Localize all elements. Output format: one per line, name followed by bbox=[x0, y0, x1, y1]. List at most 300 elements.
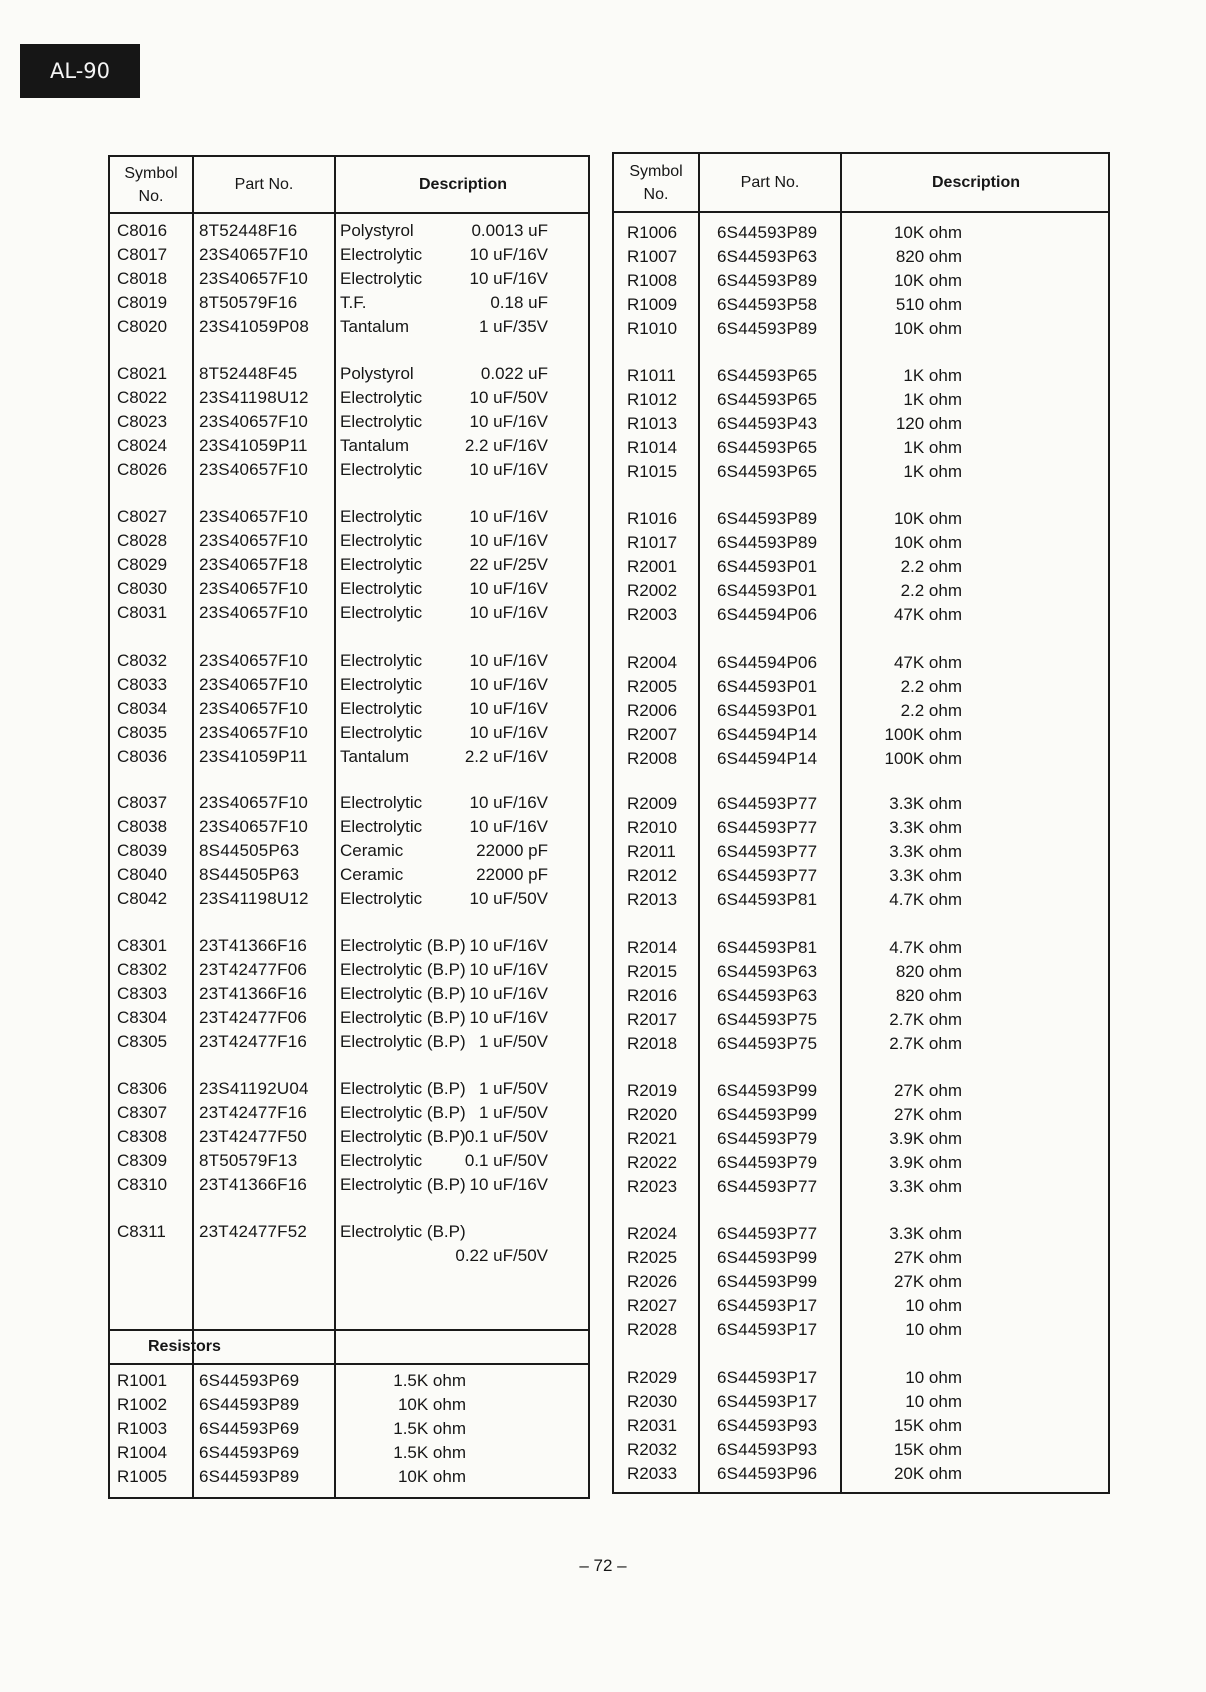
description-type-cell: Tantalum bbox=[340, 747, 409, 766]
symbol-cell: R2019 bbox=[627, 1081, 678, 1100]
description-value-cell: 820 ohm bbox=[895, 247, 962, 266]
symbol-cell: R2003 bbox=[627, 605, 678, 624]
part-number-cell: 6S44593P77 bbox=[717, 1224, 818, 1243]
symbol-cell: R2008 bbox=[627, 749, 678, 768]
symbol-cell: R2017 bbox=[627, 1010, 678, 1029]
part-number-cell: 6S44593P81 bbox=[717, 938, 818, 957]
description-value-cell: 0.0013 uF bbox=[471, 221, 548, 240]
symbol-cell: R2012 bbox=[627, 866, 678, 885]
description-value-cell: 120 ohm bbox=[895, 414, 962, 433]
description-value-cell: 0.22 uF/50V bbox=[455, 1246, 548, 1265]
part-number-cell: 6S44593P17 bbox=[717, 1368, 818, 1387]
part-number-cell: 23S40657F10 bbox=[199, 723, 309, 742]
part-number-cell: 6S44593P63 bbox=[717, 986, 818, 1005]
symbol-cell: R2020 bbox=[627, 1105, 678, 1124]
symbol-cell: C8018 bbox=[117, 269, 168, 288]
column-divider bbox=[840, 154, 842, 1492]
symbol-cell: C8308 bbox=[117, 1127, 168, 1146]
symbol-cell: R2006 bbox=[627, 701, 678, 720]
description-value-cell: 10 uF/16V bbox=[469, 817, 548, 836]
description-type-cell: Electrolytic (B.P) bbox=[340, 936, 466, 955]
description-value-cell: 10 ohm bbox=[905, 1368, 962, 1387]
symbol-cell: C8303 bbox=[117, 984, 168, 1003]
description-value-cell: 3.9K ohm bbox=[889, 1129, 962, 1148]
description-value-cell: 100K ohm bbox=[884, 725, 962, 744]
part-number-cell: 6S44594P14 bbox=[717, 725, 818, 744]
description-type-cell: Electrolytic bbox=[340, 412, 423, 431]
symbol-cell: R1011 bbox=[627, 366, 676, 385]
symbol-cell: C8309 bbox=[117, 1151, 168, 1170]
description-value-cell: 2.7K ohm bbox=[889, 1010, 962, 1029]
part-number-cell: 23S41059P11 bbox=[199, 747, 308, 766]
part-number-cell: 23S40657F10 bbox=[199, 245, 309, 264]
part-number-cell: 6S44593P43 bbox=[717, 414, 818, 433]
description-value-cell: 3.9K ohm bbox=[889, 1153, 962, 1172]
description-value-cell: 10 uF/16V bbox=[469, 936, 548, 955]
description-value-cell: 10K ohm bbox=[893, 223, 962, 242]
description-value-cell: 10K ohm bbox=[397, 1467, 466, 1486]
part-number-cell: 6S44593P93 bbox=[717, 1440, 818, 1459]
symbol-cell: R2007 bbox=[627, 725, 678, 744]
part-number-cell: 6S44593P01 bbox=[717, 677, 818, 696]
symbol-cell: C8310 bbox=[117, 1175, 168, 1194]
symbol-cell: C8040 bbox=[117, 865, 168, 884]
symbol-cell: R2013 bbox=[627, 890, 678, 909]
description-value-cell: 20K ohm bbox=[893, 1464, 962, 1483]
symbol-cell: R2028 bbox=[627, 1320, 678, 1339]
description-value-cell: 820 ohm bbox=[895, 986, 962, 1005]
part-number-cell: 23S41059P08 bbox=[199, 317, 309, 336]
column-divider bbox=[334, 157, 336, 1497]
description-value-cell: 27K ohm bbox=[893, 1248, 962, 1267]
symbol-cell: C8304 bbox=[117, 1008, 168, 1027]
part-number-cell: 8T52448F45 bbox=[199, 364, 298, 383]
description-value-cell: 0.18 uF bbox=[490, 293, 548, 312]
part-number-cell: 6S44593P69 bbox=[199, 1371, 300, 1390]
description-value-cell: 10 uF/16V bbox=[469, 507, 548, 526]
symbol-cell: C8311 bbox=[117, 1222, 166, 1241]
description-value-cell: 510 ohm bbox=[895, 295, 962, 314]
part-number-cell: 23T41366F16 bbox=[199, 936, 308, 955]
description-type-cell: Tantalum bbox=[340, 436, 409, 455]
symbol-cell: C8027 bbox=[117, 507, 168, 526]
symbol-cell: R2022 bbox=[627, 1153, 678, 1172]
header-symbol: Symbol No. bbox=[124, 164, 178, 205]
part-number-cell: 6S44593P77 bbox=[717, 842, 818, 861]
part-number-cell: 6S44593P93 bbox=[717, 1416, 818, 1435]
part-number-cell: 6S44593P89 bbox=[717, 271, 818, 290]
part-number-cell: 23S40657F10 bbox=[199, 531, 309, 550]
symbol-cell: R2015 bbox=[627, 962, 678, 981]
symbol-cell: R2004 bbox=[627, 653, 678, 672]
description-value-cell: 22000 pF bbox=[476, 841, 548, 860]
description-type-cell: Polystyrol bbox=[340, 221, 414, 240]
symbol-cell: C8030 bbox=[117, 579, 168, 598]
description-value-cell: 10 uF/16V bbox=[469, 1008, 548, 1027]
description-value-cell: 1 uF/35V bbox=[479, 317, 548, 336]
description-type-cell: Electrolytic bbox=[340, 388, 423, 407]
description-value-cell: 1 uF/50V bbox=[479, 1103, 548, 1122]
part-number-cell: 23S41198U12 bbox=[199, 889, 309, 908]
description-value-cell: 10K ohm bbox=[893, 319, 962, 338]
header-symbol: Symbol No. bbox=[629, 162, 683, 203]
description-type-cell: Electrolytic bbox=[340, 699, 423, 718]
symbol-cell: C8305 bbox=[117, 1032, 168, 1051]
description-value-cell: 1.5K ohm bbox=[393, 1371, 466, 1390]
symbol-cell: R2031 bbox=[627, 1416, 678, 1435]
description-value-cell: 4.7K ohm bbox=[889, 890, 962, 909]
description-value-cell: 100K ohm bbox=[884, 749, 962, 768]
part-number-cell: 23S40657F18 bbox=[199, 555, 309, 574]
symbol-cell: R1009 bbox=[627, 295, 678, 314]
symbol-cell: R2018 bbox=[627, 1034, 678, 1053]
description-value-cell: 10K ohm bbox=[397, 1395, 466, 1414]
symbol-cell: R2009 bbox=[627, 794, 678, 813]
part-number-cell: 6S44593P69 bbox=[199, 1419, 300, 1438]
symbol-cell: C8016 bbox=[117, 221, 168, 240]
description-value-cell: 1K ohm bbox=[903, 390, 962, 409]
description-value-cell: 4.7K ohm bbox=[889, 938, 962, 957]
header-divider bbox=[110, 212, 588, 214]
description-value-cell: 27K ohm bbox=[893, 1105, 962, 1124]
description-value-cell: 2.2 ohm bbox=[900, 677, 962, 696]
description-value-cell: 10 uF/16V bbox=[469, 984, 548, 1003]
symbol-cell: R1015 bbox=[627, 462, 678, 481]
description-value-cell: 10 ohm bbox=[905, 1320, 962, 1339]
part-number-cell: 6S44594P06 bbox=[717, 605, 818, 624]
part-number-cell: 23S40657F10 bbox=[199, 675, 309, 694]
part-number-cell: 23T42477F50 bbox=[199, 1127, 308, 1146]
part-number-cell: 23S40657F10 bbox=[199, 412, 309, 431]
header-divider bbox=[614, 211, 1108, 213]
symbol-cell: R1002 bbox=[117, 1395, 168, 1414]
description-value-cell: 1 uF/50V bbox=[479, 1032, 548, 1051]
description-value-cell: 3.3K ohm bbox=[889, 1224, 962, 1243]
part-number-cell: 6S44593P89 bbox=[717, 533, 818, 552]
symbol-cell: R2010 bbox=[627, 818, 678, 837]
symbol-cell: C8029 bbox=[117, 555, 168, 574]
part-number-cell: 6S44593P75 bbox=[717, 1034, 818, 1053]
description-value-cell: 10K ohm bbox=[893, 271, 962, 290]
description-value-cell: 1.5K ohm bbox=[393, 1419, 466, 1438]
part-number-cell: 8T50579F16 bbox=[199, 293, 298, 312]
right-parts-table bbox=[612, 152, 1110, 1494]
symbol-cell: R2016 bbox=[627, 986, 678, 1005]
symbol-cell: R2030 bbox=[627, 1392, 678, 1411]
part-number-cell: 6S44593P58 bbox=[717, 295, 818, 314]
description-type-cell: Electrolytic bbox=[340, 723, 423, 742]
part-number-cell: 6S44593P65 bbox=[717, 438, 818, 457]
description-value-cell: 2.2 ohm bbox=[900, 701, 962, 720]
description-value-cell: 2.2 ohm bbox=[900, 557, 962, 576]
part-number-cell: 6S44593P63 bbox=[717, 962, 818, 981]
part-number-cell: 6S44593P63 bbox=[717, 247, 818, 266]
part-number-cell: 23S41198U12 bbox=[199, 388, 309, 407]
symbol-cell: R1007 bbox=[627, 247, 678, 266]
symbol-cell: C8021 bbox=[117, 364, 168, 383]
symbol-cell: C8017 bbox=[117, 245, 168, 264]
symbol-cell: R2024 bbox=[627, 1224, 678, 1243]
description-type-cell: Electrolytic bbox=[340, 675, 423, 694]
description-type-cell: Electrolytic bbox=[340, 579, 423, 598]
symbol-cell: C8038 bbox=[117, 817, 168, 836]
symbol-cell: R2029 bbox=[627, 1368, 678, 1387]
part-number-cell: 23S40657F10 bbox=[199, 793, 309, 812]
description-type-cell: Electrolytic (B.P) bbox=[340, 1008, 466, 1027]
description-type-cell: Electrolytic (B.P) bbox=[340, 984, 466, 1003]
symbol-cell: C8026 bbox=[117, 460, 168, 479]
header-part-no: Part No. bbox=[234, 176, 294, 193]
part-number-cell: 23S40657F10 bbox=[199, 460, 309, 479]
description-value-cell: 15K ohm bbox=[893, 1416, 962, 1435]
symbol-cell: R2025 bbox=[627, 1248, 678, 1267]
description-value-cell: 27K ohm bbox=[893, 1272, 962, 1291]
description-value-cell: 1.5K ohm bbox=[393, 1443, 466, 1462]
description-type-cell: Electrolytic bbox=[340, 245, 423, 264]
part-number-cell: 6S44593P77 bbox=[717, 1177, 818, 1196]
part-number-cell: 6S44593P81 bbox=[717, 890, 818, 909]
description-value-cell: 10 uF/16V bbox=[469, 699, 548, 718]
description-type-cell: Electrolytic bbox=[340, 269, 423, 288]
part-number-cell: 6S44593P99 bbox=[717, 1248, 818, 1267]
symbol-cell: R1008 bbox=[627, 271, 678, 290]
description-value-cell: 22 uF/25V bbox=[469, 555, 548, 574]
header-part-no: Part No. bbox=[740, 174, 800, 191]
description-value-cell: 10 uF/16V bbox=[469, 675, 548, 694]
symbol-cell: R2005 bbox=[627, 677, 678, 696]
part-number-cell: 23T42477F06 bbox=[199, 960, 308, 979]
part-number-cell: 23S40657F10 bbox=[199, 651, 309, 670]
symbol-cell: C8039 bbox=[117, 841, 168, 860]
part-number-cell: 23S40657F10 bbox=[199, 579, 309, 598]
part-number-cell: 23T42477F16 bbox=[199, 1103, 308, 1122]
section-title-resistors: Resistors bbox=[148, 1338, 221, 1355]
part-number-cell: 23S41192U04 bbox=[199, 1079, 309, 1098]
description-value-cell: 1K ohm bbox=[903, 366, 962, 385]
description-type-cell: Electrolytic (B.P) bbox=[340, 1032, 466, 1051]
part-number-cell: 6S44593P89 bbox=[199, 1395, 300, 1414]
description-type-cell: Electrolytic bbox=[340, 507, 423, 526]
left-parts-table bbox=[108, 155, 590, 1499]
part-number-cell: 6S44593P01 bbox=[717, 701, 818, 720]
description-value-cell: 2.7K ohm bbox=[889, 1034, 962, 1053]
description-type-cell: Electrolytic bbox=[340, 1151, 423, 1170]
description-value-cell: 10K ohm bbox=[893, 509, 962, 528]
description-value-cell: 1 uF/50V bbox=[479, 1079, 548, 1098]
symbol-cell: C8306 bbox=[117, 1079, 168, 1098]
description-type-cell: Electrolytic (B.P) bbox=[340, 960, 466, 979]
header-description: Description bbox=[418, 176, 507, 193]
part-number-cell: 23S40657F10 bbox=[199, 603, 309, 622]
symbol-cell: R2032 bbox=[627, 1440, 678, 1459]
description-type-cell: Electrolytic (B.P) bbox=[340, 1222, 466, 1241]
description-value-cell: 3.3K ohm bbox=[889, 818, 962, 837]
symbol-cell: R1016 bbox=[627, 509, 678, 528]
symbol-cell: R2027 bbox=[627, 1296, 678, 1315]
part-number-cell: 6S44593P75 bbox=[717, 1010, 818, 1029]
part-number-cell: 6S44593P77 bbox=[717, 818, 818, 837]
symbol-cell: C8302 bbox=[117, 960, 168, 979]
page-number: – 72 – bbox=[579, 1556, 627, 1575]
part-number-cell: 6S44593P79 bbox=[717, 1153, 818, 1172]
part-number-cell: 6S44593P89 bbox=[199, 1467, 300, 1486]
symbol-cell: C8036 bbox=[117, 747, 168, 766]
symbol-cell: C8020 bbox=[117, 317, 168, 336]
part-number-cell: 8T50579F13 bbox=[199, 1151, 298, 1170]
description-value-cell: 10 uF/16V bbox=[469, 531, 548, 550]
description-value-cell: 10 uF/16V bbox=[469, 793, 548, 812]
part-number-cell: 23T41366F16 bbox=[199, 984, 308, 1003]
part-number-cell: 8S44505P63 bbox=[199, 841, 300, 860]
symbol-cell: C8301 bbox=[117, 936, 168, 955]
description-type-cell: Ceramic bbox=[340, 865, 404, 884]
symbol-cell: R1012 bbox=[627, 390, 678, 409]
part-number-cell: 6S44593P01 bbox=[717, 557, 818, 576]
symbol-cell: R1010 bbox=[627, 319, 678, 338]
description-value-cell: 0.1 uF/50V bbox=[464, 1127, 548, 1146]
description-value-cell: 2.2 ohm bbox=[900, 581, 962, 600]
description-value-cell: 10 ohm bbox=[905, 1296, 962, 1315]
description-value-cell: 10 uF/50V bbox=[469, 889, 548, 908]
description-value-cell: 10 uF/16V bbox=[469, 960, 548, 979]
description-type-cell: Electrolytic (B.P) bbox=[340, 1127, 466, 1146]
description-type-cell: Tantalum bbox=[340, 317, 409, 336]
part-number-cell: 6S44593P65 bbox=[717, 390, 818, 409]
part-number-cell: 6S44593P17 bbox=[717, 1392, 818, 1411]
description-type-cell: Electrolytic bbox=[340, 651, 423, 670]
symbol-cell: C8037 bbox=[117, 793, 168, 812]
description-type-cell: Electrolytic bbox=[340, 793, 423, 812]
description-type-cell: Electrolytic bbox=[340, 603, 423, 622]
part-number-cell: 6S44593P89 bbox=[717, 319, 818, 338]
symbol-cell: R1014 bbox=[627, 438, 678, 457]
description-value-cell: 10 uF/16V bbox=[469, 579, 548, 598]
part-number-cell: 6S44593P99 bbox=[717, 1081, 818, 1100]
description-value-cell: 0.022 uF bbox=[480, 364, 548, 383]
description-type-cell: Polystyrol bbox=[340, 364, 414, 383]
part-number-cell: 6S44593P89 bbox=[717, 509, 818, 528]
part-number-cell: 23S41059P11 bbox=[199, 436, 308, 455]
header-description: Description bbox=[931, 174, 1020, 191]
part-number-cell: 6S44593P69 bbox=[199, 1443, 300, 1462]
description-value-cell: 47K ohm bbox=[893, 605, 962, 624]
part-number-cell: 6S44593P65 bbox=[717, 462, 818, 481]
part-number-cell: 23S40657F10 bbox=[199, 817, 309, 836]
symbol-cell: C8035 bbox=[117, 723, 168, 742]
column-divider bbox=[192, 157, 194, 1497]
description-value-cell: 10 uF/16V bbox=[469, 245, 548, 264]
part-number-cell: 6S44593P17 bbox=[717, 1296, 818, 1315]
symbol-cell: C8032 bbox=[117, 651, 168, 670]
part-number-cell: 6S44593P01 bbox=[717, 581, 818, 600]
description-value-cell: 1K ohm bbox=[903, 438, 962, 457]
description-type-cell: Electrolytic (B.P) bbox=[340, 1103, 466, 1122]
description-type-cell: Electrolytic bbox=[340, 460, 423, 479]
symbol-cell: R2002 bbox=[627, 581, 678, 600]
symbol-cell: C8024 bbox=[117, 436, 168, 455]
symbol-cell: C8307 bbox=[117, 1103, 168, 1122]
description-value-cell: 10 uF/16V bbox=[469, 269, 548, 288]
part-number-cell: 6S44593P99 bbox=[717, 1272, 818, 1291]
description-value-cell: 10 uF/16V bbox=[469, 603, 548, 622]
description-value-cell: 15K ohm bbox=[893, 1440, 962, 1459]
part-number-cell: 23T42477F52 bbox=[199, 1222, 308, 1241]
symbol-cell: C8033 bbox=[117, 675, 168, 694]
part-number-cell: 8S44505P63 bbox=[199, 865, 300, 884]
description-type-cell: Electrolytic bbox=[340, 889, 423, 908]
symbol-cell: R1004 bbox=[117, 1443, 168, 1462]
symbol-cell: R2033 bbox=[627, 1464, 678, 1483]
description-value-cell: 3.3K ohm bbox=[889, 794, 962, 813]
description-value-cell: 820 ohm bbox=[895, 962, 962, 981]
description-type-cell: Electrolytic bbox=[340, 555, 423, 574]
part-number-cell: 6S44594P14 bbox=[717, 749, 818, 768]
symbol-cell: C8042 bbox=[117, 889, 168, 908]
symbol-cell: C8022 bbox=[117, 388, 168, 407]
part-number-cell: 6S44593P17 bbox=[717, 1320, 818, 1339]
description-value-cell: 10 uF/50V bbox=[469, 388, 548, 407]
description-value-cell: 27K ohm bbox=[893, 1081, 962, 1100]
section-divider bbox=[110, 1363, 588, 1365]
description-value-cell: 1K ohm bbox=[903, 462, 962, 481]
description-value-cell: 10 uF/16V bbox=[469, 460, 548, 479]
description-type-cell: T.F. bbox=[340, 293, 367, 312]
description-value-cell: 0.1 uF/50V bbox=[464, 1151, 548, 1170]
part-number-cell: 6S44593P65 bbox=[717, 366, 818, 385]
part-number-cell: 23S40657F10 bbox=[199, 699, 309, 718]
symbol-cell: R2014 bbox=[627, 938, 678, 957]
description-type-cell: Electrolytic (B.P) bbox=[340, 1079, 466, 1098]
section-divider bbox=[110, 1329, 588, 1331]
symbol-cell: C8023 bbox=[117, 412, 168, 431]
description-value-cell: 22000 pF bbox=[476, 865, 548, 884]
symbol-cell: R1005 bbox=[117, 1467, 168, 1486]
part-number-cell: 6S44593P77 bbox=[717, 866, 818, 885]
part-number-cell: 23T42477F06 bbox=[199, 1008, 308, 1027]
description-type-cell: Electrolytic (B.P) bbox=[340, 1175, 466, 1194]
description-type-cell: Ceramic bbox=[340, 841, 404, 860]
description-type-cell: Electrolytic bbox=[340, 531, 423, 550]
description-value-cell: 47K ohm bbox=[893, 653, 962, 672]
part-number-cell: 6S44594P06 bbox=[717, 653, 818, 672]
symbol-cell: C8034 bbox=[117, 699, 168, 718]
description-value-cell: 10 uF/16V bbox=[469, 412, 548, 431]
part-number-cell: 6S44593P96 bbox=[717, 1464, 818, 1483]
symbol-cell: R1006 bbox=[627, 223, 678, 242]
part-number-cell: 8T52448F16 bbox=[199, 221, 298, 240]
description-value-cell: 10 uF/16V bbox=[469, 1175, 548, 1194]
description-value-cell: 2.2 uF/16V bbox=[464, 747, 548, 766]
symbol-cell: R1017 bbox=[627, 533, 678, 552]
part-number-cell: 23S40657F10 bbox=[199, 269, 309, 288]
symbol-cell: R1013 bbox=[627, 414, 678, 433]
symbol-cell: R2001 bbox=[627, 557, 678, 576]
part-number-cell: 6S44593P99 bbox=[717, 1105, 818, 1124]
description-value-cell: 2.2 uF/16V bbox=[464, 436, 548, 455]
description-value-cell: 10 ohm bbox=[905, 1392, 962, 1411]
model-label: AL-90 bbox=[20, 44, 140, 98]
description-type-cell: Electrolytic bbox=[340, 817, 423, 836]
symbol-cell: C8019 bbox=[117, 293, 168, 312]
symbol-cell: R1003 bbox=[117, 1419, 168, 1438]
part-number-cell: 6S44593P77 bbox=[717, 794, 818, 813]
symbol-cell: C8031 bbox=[117, 603, 168, 622]
symbol-cell: R2023 bbox=[627, 1177, 678, 1196]
symbol-cell: R2026 bbox=[627, 1272, 678, 1291]
symbol-cell: R2021 bbox=[627, 1129, 678, 1148]
symbol-cell: R2011 bbox=[627, 842, 676, 861]
symbol-cell: C8028 bbox=[117, 531, 168, 550]
